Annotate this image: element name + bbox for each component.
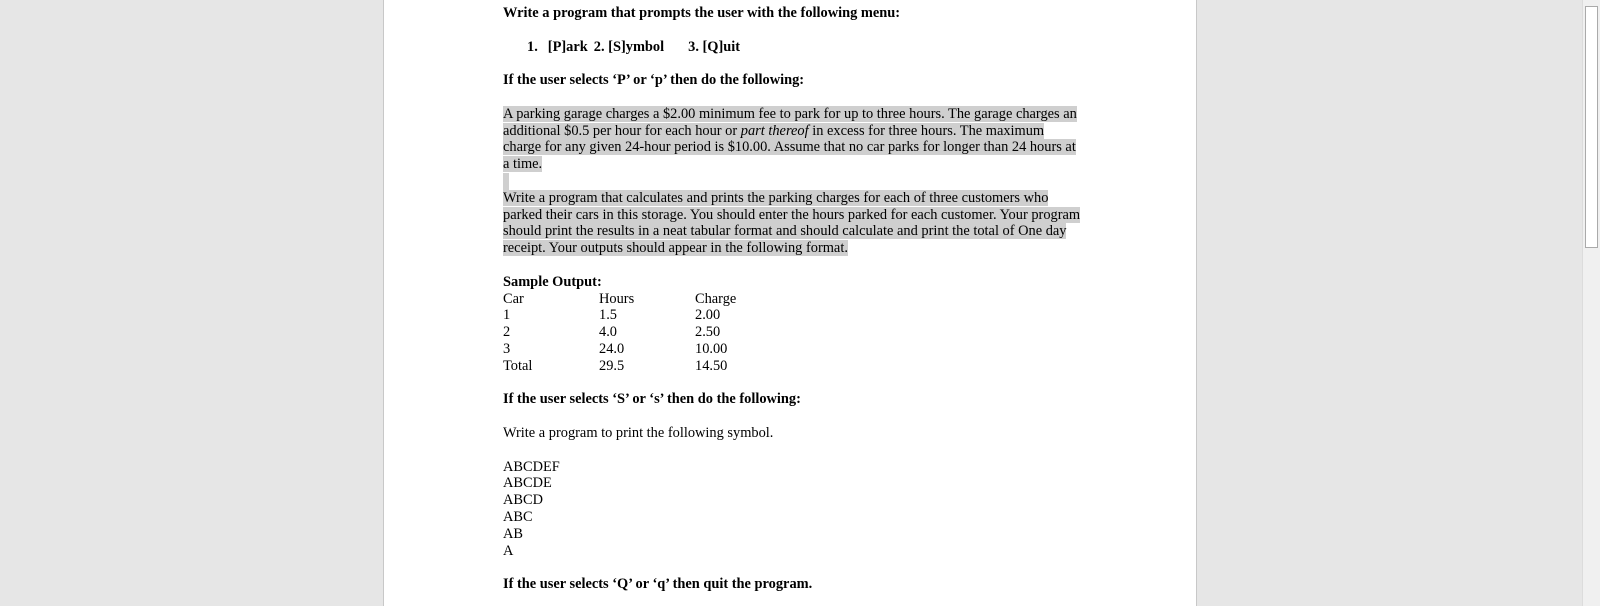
quit-heading: If the user selects ‘Q’ or ‘q’ then quit the program. bbox=[503, 576, 813, 593]
cell-hours: 1.5 bbox=[599, 307, 617, 324]
blank-highlight-line bbox=[503, 173, 1083, 190]
paragraph-program-task bbox=[503, 190, 1083, 257]
para1-start: A parking garage charges a $2.00 minimum fee to park for up to three hours. The garage charges an additional $0.5 per hour for each hour or bbox=[503, 105, 1077, 139]
symbol-line: AB bbox=[503, 525, 523, 542]
table-row bbox=[503, 324, 1083, 341]
symbol-pattern bbox=[503, 459, 1083, 560]
symbol-line: ABCDE bbox=[503, 475, 552, 492]
sample-output-heading: Sample Output: bbox=[503, 273, 602, 290]
sample-output-table bbox=[503, 291, 1083, 375]
header-hours: Hours bbox=[599, 290, 635, 307]
para1-italic: part thereof bbox=[740, 122, 809, 139]
menu-line bbox=[503, 39, 1083, 56]
vertical-scrollbar[interactable] bbox=[1582, 0, 1600, 606]
cell-hours: 29.5 bbox=[599, 357, 625, 374]
symbol-heading: If the user selects ‘S’ or ‘s’ then do the following: bbox=[503, 391, 801, 408]
table-row bbox=[503, 341, 1083, 358]
highlight-para1 bbox=[503, 106, 1077, 172]
document-body[interactable] bbox=[503, 5, 1083, 593]
table-row bbox=[503, 307, 1083, 324]
cell-charge: 2.50 bbox=[695, 324, 721, 341]
cell-car: 3 bbox=[503, 340, 511, 357]
symbol-line: A bbox=[503, 542, 514, 559]
empty-highlight bbox=[503, 173, 509, 190]
park-heading: If the user selects ‘P’ or ‘p’ then do the following: bbox=[503, 72, 805, 89]
menu-option-symbol: 2. [S]ymbol bbox=[593, 38, 665, 55]
cell-hours: 4.0 bbox=[599, 324, 617, 341]
header-charge: Charge bbox=[695, 290, 737, 307]
para1-end: in excess for three hours. The maximum charge for any given 24-hour period is $10.00. Assume that no car parks for longer than 24 hours at a time. bbox=[503, 122, 1076, 173]
table-header-row bbox=[503, 291, 1083, 308]
symbol-line: ABC bbox=[503, 508, 533, 525]
cell-charge: 2.00 bbox=[695, 307, 721, 324]
cell-charge: 10.00 bbox=[695, 340, 728, 357]
paragraph-parking-fees bbox=[503, 106, 1083, 173]
menu-option-quit: 3. [Q]uit bbox=[688, 38, 741, 55]
cell-hours: 24.0 bbox=[599, 340, 625, 357]
highlight-para2: Write a program that calculates and prints the parking charges for each of three customers who parked their cars in this storage. You should enter the hours parked for each customer. Your program should print the results in a neat tabular format and should calculate and print the total of One day receipt. Your outputs should appear in the following format. bbox=[503, 189, 1081, 257]
header-car: Car bbox=[503, 290, 524, 307]
cell-car: 2 bbox=[503, 324, 511, 341]
table-total-row bbox=[503, 358, 1083, 375]
intro-line: Write a program that prompts the user with the following menu: bbox=[503, 5, 901, 21]
symbol-line: ABCD bbox=[503, 492, 543, 509]
cell-car: Total bbox=[503, 357, 533, 374]
cell-charge: 14.50 bbox=[695, 357, 728, 374]
menu-number-1: 1. bbox=[527, 38, 538, 55]
menu-option-park: [P]ark bbox=[547, 38, 588, 55]
symbol-intro: Write a program to print the following symbol. bbox=[503, 424, 774, 441]
document-page bbox=[383, 0, 1197, 606]
cell-car: 1 bbox=[503, 307, 511, 324]
scrollbar-thumb[interactable] bbox=[1585, 6, 1598, 248]
symbol-line: ABCDEF bbox=[503, 458, 560, 475]
